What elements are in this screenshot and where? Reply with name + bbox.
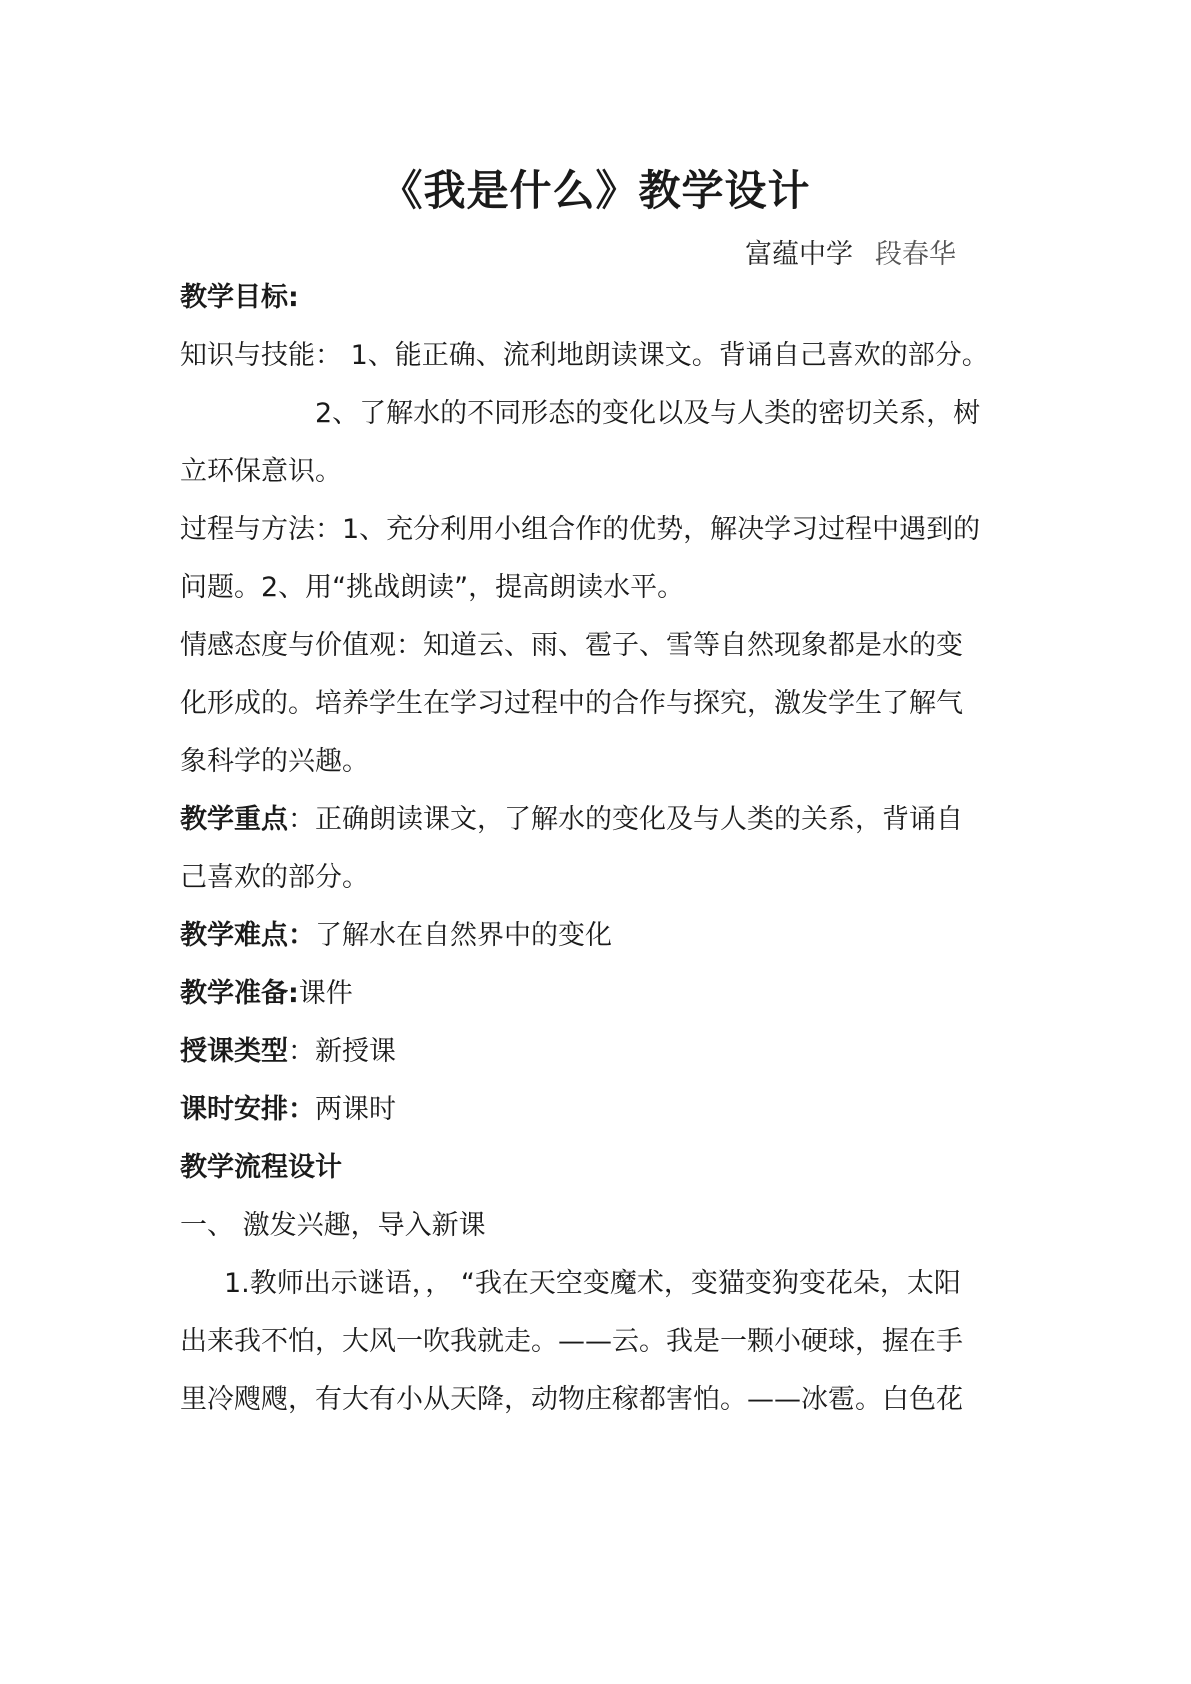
hours-label: 课时安排： bbox=[180, 1094, 315, 1125]
key-point-text: ：正确朗读课文，了解水的变化及与人类的关系，背诵自 bbox=[288, 804, 963, 835]
author-school: 富蕴中学 bbox=[745, 239, 853, 270]
author-name: 段春华 bbox=[875, 239, 956, 270]
preparation-text: 课件 bbox=[298, 978, 353, 1009]
preparation-line bbox=[180, 974, 353, 1014]
difficulty-label: 教学难点： bbox=[180, 920, 315, 951]
riddle-line-1: 1.教师出示谜语，， “我在天空变魔术，变猫变狗变花朵，太阳 bbox=[224, 1268, 961, 1299]
lesson-type-line bbox=[180, 1032, 396, 1072]
key-point-line-2: 己喜欢的部分。 bbox=[180, 862, 369, 893]
lesson-type-text: ：新授课 bbox=[288, 1036, 396, 1067]
emotion-line-2: 化形成的。培养学生在学习过程中的合作与探究，激发学生了解气 bbox=[180, 688, 963, 719]
key-point-line bbox=[180, 800, 963, 840]
hours-line bbox=[180, 1090, 396, 1130]
emotion-line-3: 象科学的兴趣。 bbox=[180, 746, 369, 777]
process-line-1: 过程与方法：1、充分利用小组合作的优势，解决学习过程中遇到的 bbox=[180, 514, 981, 545]
goals-heading: 教学目标: bbox=[180, 282, 299, 313]
knowledge-line-1: 知识与技能： 1、能正确、流利地朗读课文。背诵自己喜欢的部分。 bbox=[180, 340, 989, 371]
key-point-label: 教学重点 bbox=[180, 804, 288, 835]
knowledge-line-2: 2、了解水的不同形态的变化以及与人类的密切关系，树 bbox=[315, 398, 981, 429]
step-one-heading: 一、 激发兴趣，导入新课 bbox=[180, 1210, 486, 1241]
knowledge-line-3: 立环保意识。 bbox=[180, 456, 342, 487]
process-line-2: 问题。2、用“挑战朗读”，提高朗读水平。 bbox=[180, 572, 685, 603]
emotion-line-1: 情感态度与价值观：知道云、雨、雹子、雪等自然现象都是水的变 bbox=[180, 630, 963, 661]
difficulty-line bbox=[180, 916, 612, 956]
difficulty-text: 了解水在自然界中的变化 bbox=[315, 920, 612, 951]
lesson-type-label: 授课类型 bbox=[180, 1036, 288, 1067]
preparation-label: 教学准备: bbox=[180, 978, 299, 1009]
document-title: 《我是什么》教学设计 bbox=[380, 166, 811, 215]
riddle-line-3: 里冷飕飕，有大有小从天降，动物庄稼都害怕。——冰雹。白色花 bbox=[180, 1384, 963, 1415]
riddle-line-2: 出来我不怕，大风一吹我就走。——云。我是一颗小硬球，握在手 bbox=[180, 1326, 963, 1357]
hours-text: 两课时 bbox=[315, 1094, 396, 1125]
author-line bbox=[745, 232, 956, 271]
flow-heading: 教学流程设计 bbox=[180, 1152, 342, 1183]
